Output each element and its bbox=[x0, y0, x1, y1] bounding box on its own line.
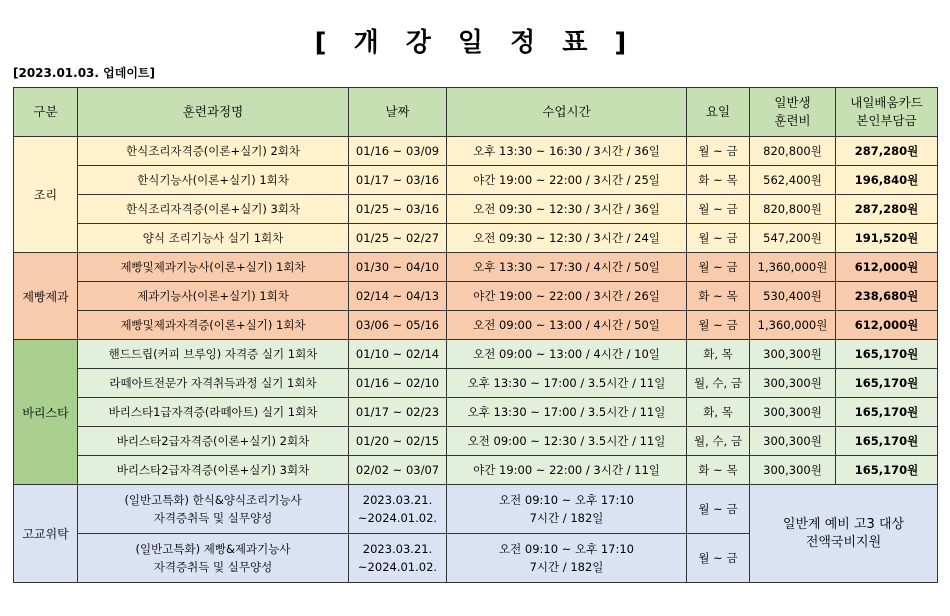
course-days: 월 ~ 금 bbox=[687, 137, 750, 166]
highschool-note-line1: 일반계 예비 고3 대상 bbox=[782, 516, 905, 532]
course-name: 바리스타2급자격증(이론+실기) 3회차 bbox=[78, 456, 349, 485]
course-copay: 165,170원 bbox=[836, 427, 938, 456]
header-copay-line1: 내일배움카드 bbox=[850, 95, 923, 110]
course-dates: 01/16 ~ 03/09 bbox=[349, 137, 447, 166]
course-date-start: 2023.03.21. bbox=[362, 493, 433, 507]
course-name-line2: 자격증취득 및 실무양성 bbox=[153, 560, 273, 574]
course-copay: 165,170원 bbox=[836, 340, 938, 369]
course-fee: 1,360,000원 bbox=[750, 253, 836, 282]
course-name-line1: (일반고특화) 한식&양식조리기능사 bbox=[124, 493, 302, 507]
course-time: 야간 19:00 ~ 22:00 / 3시간 / 25일 bbox=[447, 166, 687, 195]
course-copay: 612,000원 bbox=[836, 311, 938, 340]
table-row bbox=[14, 224, 938, 253]
course-name: 제과기능사(이론+실기) 1회차 bbox=[78, 282, 349, 311]
course-dates: 01/25 ~ 03/16 bbox=[349, 195, 447, 224]
course-name: 핸드드립(커피 브루잉) 자격증 실기 1회차 bbox=[78, 340, 349, 369]
course-days: 월 ~ 금 bbox=[687, 534, 750, 583]
course-dates: 01/16 ~ 02/10 bbox=[349, 369, 447, 398]
course-time: 야간 19:00 ~ 22:00 / 3시간 / 11일 bbox=[447, 456, 687, 485]
course-date-end: ~2024.01.02. bbox=[357, 560, 438, 574]
course-fee: 300,300원 bbox=[750, 398, 836, 427]
course-fee: 547,200원 bbox=[750, 224, 836, 253]
table-row bbox=[14, 311, 938, 340]
course-time: 오후 13:30 ~ 17:30 / 4시간 / 50일 bbox=[447, 253, 687, 282]
course-dates: 01/25 ~ 02/27 bbox=[349, 224, 447, 253]
table-row bbox=[14, 340, 938, 369]
course-name: 양식 조리기능사 실기 1회차 bbox=[78, 224, 349, 253]
course-fee: 300,300원 bbox=[750, 427, 836, 456]
course-copay: 165,170원 bbox=[836, 456, 938, 485]
category-highschool: 고교위탁 bbox=[14, 485, 78, 583]
update-note: [2023.01.03. 업데이트] bbox=[13, 66, 155, 80]
table-row bbox=[14, 253, 938, 282]
header-copay-line2: 본인부담금 bbox=[856, 113, 917, 128]
course-name: 제빵및제과기능사(이론+실기) 1회차 bbox=[78, 253, 349, 282]
header-fee bbox=[750, 88, 836, 137]
course-copay: 287,280원 bbox=[836, 137, 938, 166]
course-name bbox=[78, 534, 349, 583]
header-row bbox=[14, 88, 938, 137]
course-copay: 612,000원 bbox=[836, 253, 938, 282]
course-time: 오후 13:30 ~ 17:00 / 3.5시간 / 11일 bbox=[447, 398, 687, 427]
course-days: 월 ~ 금 bbox=[687, 253, 750, 282]
header-fee-line1: 일반생 bbox=[774, 95, 811, 110]
course-dates: 01/17 ~ 03/16 bbox=[349, 166, 447, 195]
course-time: 오전 09:00 ~ 12:30 / 3.5시간 / 11일 bbox=[447, 427, 687, 456]
course-copay: 191,520원 bbox=[836, 224, 938, 253]
course-fee: 820,800원 bbox=[750, 137, 836, 166]
course-date-end: ~2024.01.02. bbox=[357, 511, 438, 525]
course-days: 월, 수, 금 bbox=[687, 369, 750, 398]
course-dates: 01/20 ~ 02/15 bbox=[349, 427, 447, 456]
table-row bbox=[14, 137, 938, 166]
course-name: 바리스타2급자격증(이론+실기) 2회차 bbox=[78, 427, 349, 456]
course-name: 한식기능사(이론+실기) 1회차 bbox=[78, 166, 349, 195]
course-dates bbox=[349, 534, 447, 583]
course-fee: 300,300원 bbox=[750, 369, 836, 398]
course-time: 오전 09:30 ~ 12:30 / 3시간 / 24일 bbox=[447, 224, 687, 253]
course-name: 한식조리자격증(이론+실기) 3회차 bbox=[78, 195, 349, 224]
course-fee: 562,400원 bbox=[750, 166, 836, 195]
course-dates: 02/14 ~ 04/13 bbox=[349, 282, 447, 311]
course-time: 오전 09:00 ~ 13:00 / 4시간 / 10일 bbox=[447, 340, 687, 369]
course-time: 야간 19:00 ~ 22:00 / 3시간 / 26일 bbox=[447, 282, 687, 311]
course-days: 월 ~ 금 bbox=[687, 224, 750, 253]
course-fee: 300,300원 bbox=[750, 340, 836, 369]
course-time bbox=[447, 534, 687, 583]
course-dates: 01/17 ~ 02/23 bbox=[349, 398, 447, 427]
course-name: 제빵및제과자격증(이론+실기) 1회차 bbox=[78, 311, 349, 340]
course-copay: 238,680원 bbox=[836, 282, 938, 311]
course-name-line2: 자격증취득 및 실무양성 bbox=[153, 511, 273, 525]
course-copay: 165,170원 bbox=[836, 369, 938, 398]
course-days: 화 ~ 목 bbox=[687, 166, 750, 195]
page-title: [ 개 강 일 정 표 ] bbox=[314, 28, 636, 58]
course-name: 라떼아트전문가 자격취득과정 실기 1회차 bbox=[78, 369, 349, 398]
course-dates: 03/06 ~ 05/16 bbox=[349, 311, 447, 340]
table-row bbox=[14, 398, 938, 427]
table-row bbox=[14, 427, 938, 456]
course-dates bbox=[349, 485, 447, 534]
header-course: 훈련과정명 bbox=[78, 88, 349, 137]
schedule-table bbox=[13, 87, 938, 583]
course-time bbox=[447, 485, 687, 534]
course-time-line1: 오전 09:10 ~ 오후 17:10 bbox=[499, 542, 634, 556]
course-fee: 820,800원 bbox=[750, 195, 836, 224]
table-row bbox=[14, 369, 938, 398]
category-bake: 제빵제과 bbox=[14, 253, 78, 340]
table-row bbox=[14, 485, 938, 534]
category-cook: 조리 bbox=[14, 137, 78, 253]
course-copay: 165,170원 bbox=[836, 398, 938, 427]
highschool-note bbox=[750, 485, 938, 583]
header-days: 요일 bbox=[687, 88, 750, 137]
course-time: 오후 13:30 ~ 16:30 / 3시간 / 36일 bbox=[447, 137, 687, 166]
course-date-start: 2023.03.21. bbox=[362, 542, 433, 556]
course-time-line2: 7시간 / 182일 bbox=[529, 560, 604, 574]
course-fee: 530,400원 bbox=[750, 282, 836, 311]
course-days: 월 ~ 금 bbox=[687, 485, 750, 534]
table-row bbox=[14, 456, 938, 485]
table-row bbox=[14, 166, 938, 195]
course-time-line1: 오전 09:10 ~ 오후 17:10 bbox=[499, 493, 634, 507]
header-time: 수업시간 bbox=[447, 88, 687, 137]
highschool-note-line2: 전액국비지원 bbox=[805, 534, 882, 550]
course-days: 화 ~ 목 bbox=[687, 456, 750, 485]
course-days: 월, 수, 금 bbox=[687, 427, 750, 456]
header-category: 구분 bbox=[14, 88, 78, 137]
course-dates: 01/30 ~ 04/10 bbox=[349, 253, 447, 282]
course-copay: 287,280원 bbox=[836, 195, 938, 224]
header-dates: 날짜 bbox=[349, 88, 447, 137]
course-time: 오전 09:00 ~ 13:00 / 4시간 / 50일 bbox=[447, 311, 687, 340]
course-name: 바리스타1급자격증(라떼아트) 실기 1회차 bbox=[78, 398, 349, 427]
course-name: 한식조리자격증(이론+실기) 2회차 bbox=[78, 137, 349, 166]
course-time: 오후 13:30 ~ 17:00 / 3.5시간 / 11일 bbox=[447, 369, 687, 398]
course-days: 월 ~ 금 bbox=[687, 195, 750, 224]
table-row bbox=[14, 282, 938, 311]
course-dates: 01/10 ~ 02/14 bbox=[349, 340, 447, 369]
course-fee: 300,300원 bbox=[750, 456, 836, 485]
course-name-line1: (일반고특화) 제빵&제과기능사 bbox=[135, 542, 291, 556]
course-days: 화, 목 bbox=[687, 340, 750, 369]
course-time: 오전 09:30 ~ 12:30 / 3시간 / 36일 bbox=[447, 195, 687, 224]
header-copay bbox=[836, 88, 938, 137]
course-days: 월 ~ 금 bbox=[687, 311, 750, 340]
course-name bbox=[78, 485, 349, 534]
course-copay: 196,840원 bbox=[836, 166, 938, 195]
course-fee: 1,360,000원 bbox=[750, 311, 836, 340]
course-time-line2: 7시간 / 182일 bbox=[529, 511, 604, 525]
course-dates: 02/02 ~ 03/07 bbox=[349, 456, 447, 485]
header-fee-line2: 훈련비 bbox=[774, 113, 811, 128]
course-days: 화, 목 bbox=[687, 398, 750, 427]
category-barista: 바리스타 bbox=[14, 340, 78, 485]
course-days: 화 ~ 목 bbox=[687, 282, 750, 311]
table-row bbox=[14, 195, 938, 224]
